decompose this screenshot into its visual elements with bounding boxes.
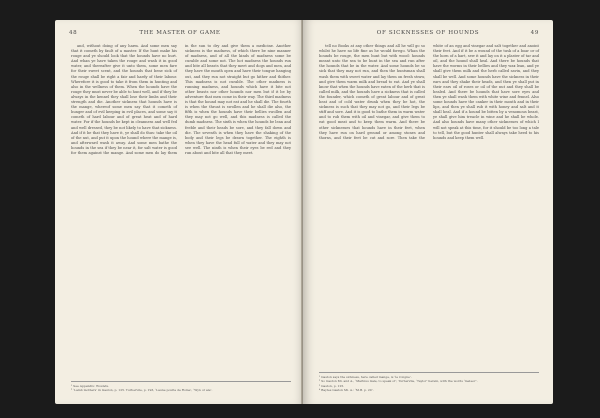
footnote: ¹ Gaston says the sickness, here called mange, is ‘le rongne’. (319, 375, 412, 380)
footnote: ² So Gaston Mi. and A., ‘Marinus Gale, to speak of’, Turbervile, ‘Taylor’ herein, with the words ‘meteor’. (319, 379, 478, 384)
footnotes (71, 381, 291, 392)
right-page-body (319, 44, 539, 370)
running-title-right: OF SICKNESSES OF HOUNDS (376, 30, 480, 36)
left-page-header (69, 30, 291, 39)
left-page-body (71, 44, 291, 370)
open-book (55, 20, 552, 404)
page-number-right: 49 (530, 30, 539, 36)
right-page (303, 20, 553, 404)
page-number-left: 48 (69, 30, 78, 36)
footnote: ¹ See Appendix: Wounds. (71, 383, 109, 388)
right-page-header (317, 30, 539, 39)
footnotes (319, 372, 539, 392)
body-text: and, without doing of any harm. And some men say that it cometh by fault of a master. If the hunt make his rouge and ye should look that the hounds have no hurt. And whan ye have taken the rouge and wash it in good water, and thereafter give it unto them, some men fare for their sweet scent, and the hounds that bene sick of the rouge shall be right a fair and hardy of their labour. Wherefore it is good to take it from them in hunting and also in the wellness of them. When the hounds have the rouge they must never be able to hunt well, and if they be always in the kennel they shall lose their limbs and their strength and die. Another sickness that hounds have is the mange, whereof some men say that it cometh of hunger and of evil keeping in evil places, and some say it cometh of hard labour and of great heat and of hard water. For if the hounds be kept in cleanness and well fed and well dressed, they be not likely to have that sickness. And if it be that they have it, ye shall do thus: take the oil of the nut, and put it upon the hound where the mange is, and afterward wash it away. And some men bathe the hounds in the sea if they be near it, for salt water is good for them against the mange. And some men do lay them in the sun to dry and give them a medicine. Another sickness is the madness, of which there be nine manner of madness, and of all the kinds of madness some be curable and some not. The hot madness the hounds run and bite all beasts that they meet and dogs and men, and they have the mouth open and have their tongue hanging out, and they run not straight but go hither and thither. This madness is not curable. The other madness is running madness, and hounds which have it bite not other beasts nor other hounds nor men but if it be by adventure that men come in their way. The third madness is that the hound may not eat and he shall die. The fourth is when the throat is swollen and he shall die also, the fifth is when the hounds have their bellies swollen and they may not go well, and this madness is called the dumb madness. The sixth is when the hounds be lean and feeble and their heads be sore, and they fall down and die. The seventh is when they have the shaking of the body and their legs be drawn together. The eighth is when they have the head full of water and they may not see well. The ninth is when their eyes be red and they run about and bite all that they meet. (71, 44, 291, 155)
left-page (55, 20, 305, 404)
footnote: ³ Gaston, p. 125. (319, 383, 345, 388)
footnote: ⁴ Baytes Gaston Mi. A.: ‘M.B. p. 20’. (319, 387, 374, 392)
body-text: tell no Books at any other things and all he will go so whilst he have no life fine as he would forego. Whan the hounds be rouge, the men hunt but with wood: hounds meant unto the sea to be hunt in the sea and run after the hounds that be in the water. And some hounds be so sick that they may not run, and then the huntsman shall wash them with sweet water and lay them on fresh straw, and give them warm milk and bread to eat. And ye shall know that when the hounds have eaten of the herb that is called milk, and the hounds have a sickness that is called the founder, which cometh of great labour and of great heat and of cold water drunk when they be hot, the sickness is such that they may not go, and their legs be stiff and sore. And it is good to bathe them in warm water and to rub them with oil and vinegar, and give them to eat good meat and to keep them warm. And there be other sicknesses that hounds have in their feet, when they have run on hard ground or among stones and thorns, and their feet be cut and sore. Then take the white of an egg and vinegar and salt together and anoint their feet. And if it be a wound of the tusk of a boar or of the horn of a hart, sew it and lay on it a plaster of tar and oil, and the hound shall heal. And there be hounds that have the worms in their bellies and they wax lean, and ye shall give them milk and the herb called savin, and they shall be well. And some hounds have the sickness in their ears and they shake their heads, and then ye shall put in their ears oil of roses or oil of the nut and they shall be healed. And there be hounds that have sore eyes and then ye shall wash them with white wine and fennel. Also some hounds have the canker in their mouth and in their lips, and then ye shall rub it with honey and salt and it shall heal. And if a hound be bitten by a venomous beast, ye shall give him treacle in wine and he shall be whole. And also hounds have many other sicknesses of which I will not speak at this time, for it should be too long a tale to tell, but the good hunter shall always take heed to his hounds and keep them well. (319, 44, 539, 140)
running-title-left: THE MASTER OF GAME (139, 30, 221, 36)
footnote: ² ‘Lamb mothers’ in Gaston, p. 125. Turbervile, p. 193, ‘Laune poulte de Rome’, ‘Wyn or ale’. (71, 387, 213, 392)
